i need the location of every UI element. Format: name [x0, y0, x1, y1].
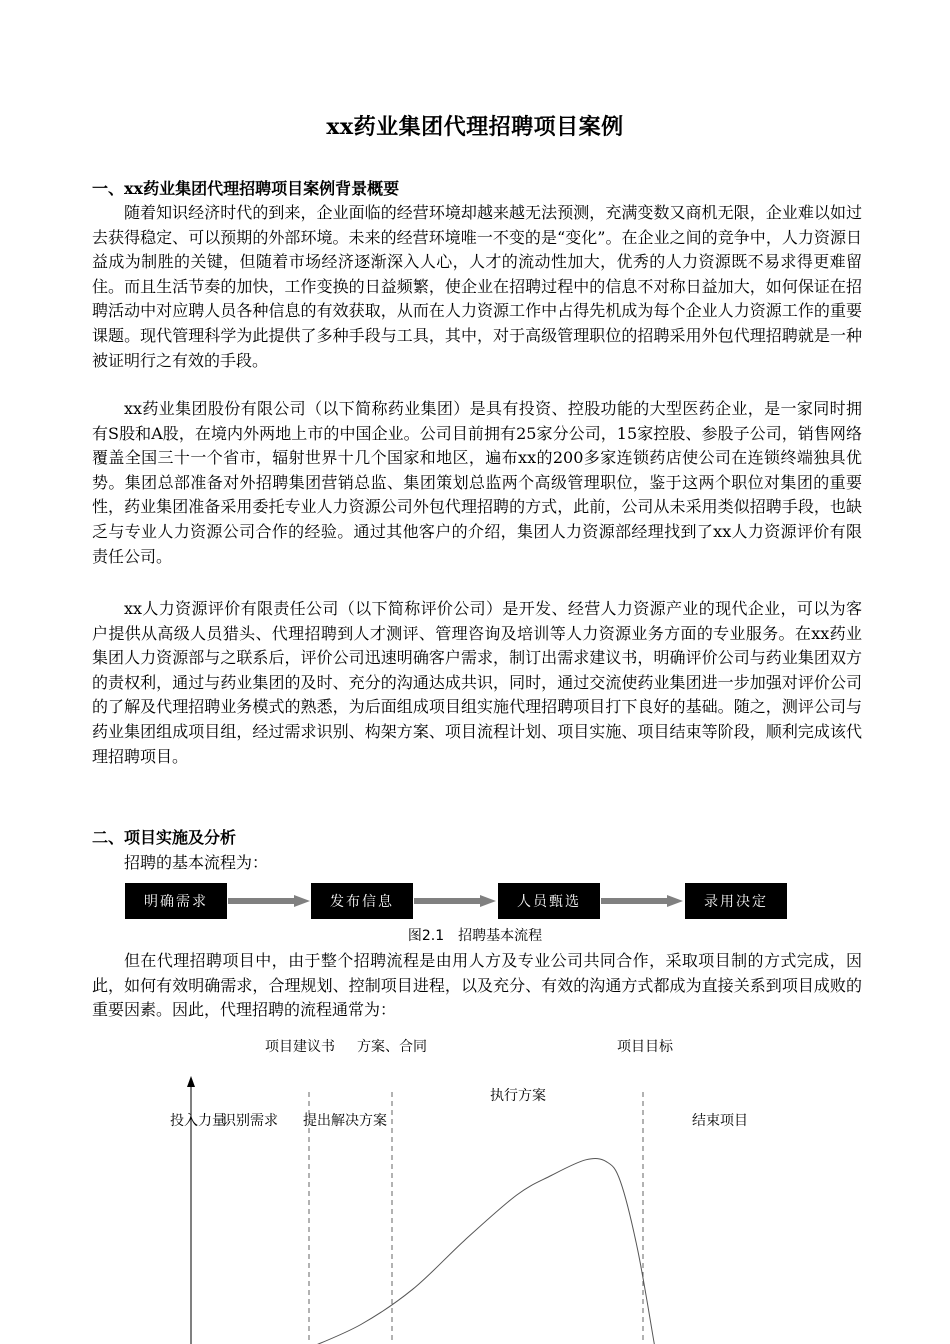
flow-arrow-1	[228, 895, 310, 907]
chart-top-label-proposal: 项目建议书	[265, 1039, 335, 1055]
document-title: xx药业集团代理招聘项目案例	[326, 114, 624, 140]
flow-step-screening: 人员甄选	[498, 883, 600, 919]
section-1-paragraph-1: 随着知识经济时代的到来，企业面临的经营环境却越来越无法预测，充满变数又商机无限，企业难以如过去获得稳定、可以预期的外部环境。未来的经营环境唯一不变的是“变化”。在企业之间的竞争中，人力资源日益成为制胜的关键，但随着市场经济逐渐深入人心，人才的流动性加大，优秀的人力资源既不易求得更难留住。而且生活节奏的加快，工作变换的日益频繁，使企业在招聘过程中的信息不对称日益加大，如何保证在招聘活动中对应聘人员各种信息的有效获取，从而在人力资源工作中占得先机成为每个企业人力资源工作的重要课题。现代管理科学为此提供了多种手段与工具，其中，对于高级管理职位的招聘采用外包代理招聘就是一种被证明行之有效的手段。	[92, 203, 862, 370]
flow-step-hiring-decision: 录用决定	[685, 883, 787, 919]
chart-phase-close: 结束项目	[692, 1113, 748, 1129]
flow-step-publish-info: 发布信息	[311, 883, 413, 919]
effort-curve-line	[309, 1159, 655, 1344]
flow-arrow-2	[414, 895, 496, 907]
effort-chart	[0, 1030, 950, 1344]
flow-step-define-needs: 明确需求	[125, 883, 227, 919]
flow-arrow-3	[601, 895, 683, 907]
chart-phase-execute: 执行方案	[490, 1088, 546, 1104]
section-1-paragraph-3: xx人力资源评价有限责任公司（以下简称评价公司）是开发、经营人力资源产业的现代企业，可以为客户提供从高级人员猎头、代理招聘到人才测评、管理咨询及培训等人力资源业务方面的专业服务。在xx药业集团人力资源部与之联系后，评价公司迅速明确客户需求，制订出需求建议书，明确评价公司与药业集团双方的责权利，通过与药业集团的及时、充分的沟通达成共识，同时，通过交流使药业集团进一步加强对评价公司的了解及代理招聘业务模式的熟悉，为后面组成项目组实施代理招聘项目打下良好的基础。随之，测评公司与药业集团组成项目组，经过需求识别、构架方案、项目流程计划、项目实施、项目结束等阶段，顺利完成该代理招聘项目。	[92, 599, 862, 766]
section-1-heading: 一、xx药业集团代理招聘项目案例背景概要	[92, 179, 400, 198]
chart-y-axis-label: 投入力量	[170, 1113, 226, 1129]
y-axis	[187, 1076, 195, 1344]
chart-phase-propose: 提出解决方案	[303, 1113, 387, 1129]
chart-top-label-goal: 项目目标	[617, 1039, 673, 1055]
chart-phase-identify: 识别需求	[222, 1113, 278, 1129]
chart-top-label-contract: 方案、合同	[357, 1039, 427, 1055]
figure-caption: 图2.1 招聘基本流程	[407, 928, 543, 944]
section-2-heading: 二、项目实施及分析	[92, 828, 237, 847]
section-2-paragraph: 但在代理招聘项目中，由于整个招聘流程是由用人方及专业公司共同合作，采取项目制的方式完成，因此，如何有效明确需求，合理规划、控制项目进程，以及充分、有效的沟通方式都成为直接关系到项目成败的重要因素。因此，代理招聘的流程通常为：	[92, 951, 862, 1020]
section-1-paragraph-2: xx药业集团股份有限公司（以下简称药业集团）是具有投资、控股功能的大型医药企业，是一家同时拥有S股和A股，在境内外两地上市的中国企业。公司目前拥有25家分公司，15家控股、参股子公司，销售网络覆盖全国三十一个省市，辐射世界十几个国家和地区，遍布xx的200多家连锁药店使公司在连锁终端独具优势。集团总部准备对外招聘集团营销总监、集团策划总监两个高级管理职位，鉴于这两个职位对集团的重要性，药业集团准备采用委托专业人力资源公司外包代理招聘的方式，此前，公司从未采用类似招聘手段，也缺乏与专业人力资源公司合作的经验。通过其他客户的介绍，集团人力资源部经理找到了xx人力资源评价有限责任公司。	[92, 399, 862, 566]
flow-intro-text: 招聘的基本流程为：	[124, 853, 269, 872]
